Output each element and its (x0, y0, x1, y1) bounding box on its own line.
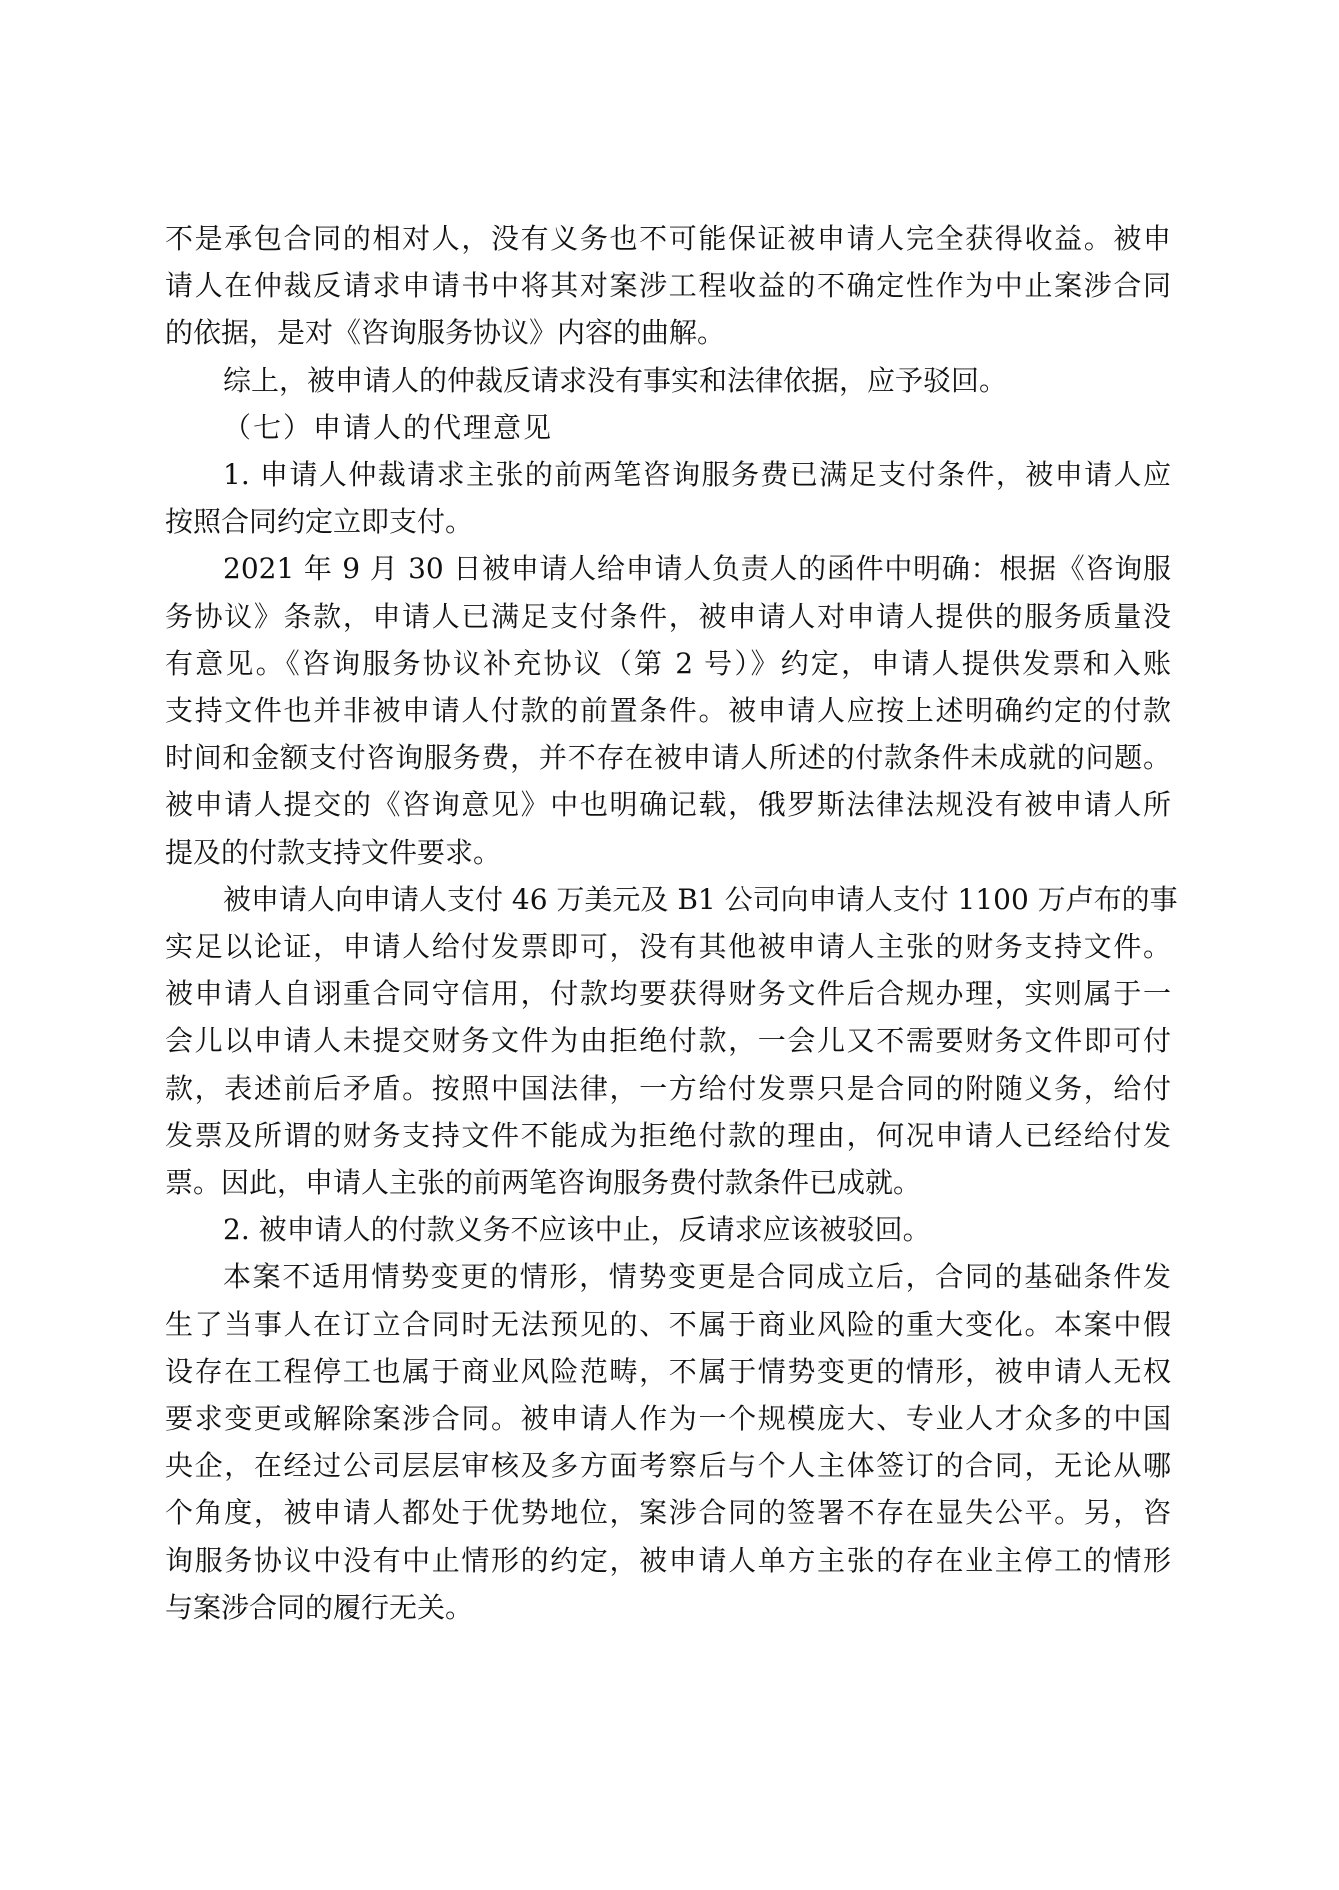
text-line: 与案涉合同的履行无关。 (165, 1590, 474, 1624)
text-line: 生了当事人在订立合同时无法预见的、不属于商业风险的重大变化。本案中假 (165, 1307, 1171, 1341)
text-line: 被申请人自诩重合同守信用，付款均要获得财务文件后合规办理，实则属于一 (165, 977, 1171, 1011)
paragraph (165, 545, 1171, 875)
text-line: 2021 年 9 月 30 日被申请人给申请人负责人的函件中明确：根据《咨询服 (223, 552, 1171, 586)
text-line: 提及的付款支持文件要求。 (165, 835, 502, 869)
text-line: 有意见。《咨询服务协议补充协议（第 2 号）》约定，申请人提供发票和入账 (165, 646, 1171, 680)
paragraph (165, 1253, 1171, 1631)
text-line: 本案不适用情势变更的情形，情势变更是合同成立后，合同的基础条件发 (223, 1260, 1171, 1294)
text-line: 请人在仲裁反请求申请书中将其对案涉工程收益的不确定性作为中止案涉合同 (165, 269, 1171, 303)
text-line: 的依据，是对《咨询服务协议》内容的曲解。 (165, 316, 726, 350)
text-line: 个角度，被申请人都处于优势地位，案涉合同的签署不存在显失公平。另，咨 (165, 1496, 1171, 1530)
text-line: 票。因此，申请人主张的前两笔咨询服务费付款条件已成就。 (165, 1166, 922, 1200)
text-line: 实足以论证，申请人给付发票即可，没有其他被申请人主张的财务支持文件。 (165, 930, 1171, 964)
paragraph (165, 357, 1171, 404)
text-line: 综上，被申请人的仲裁反请求没有事实和法律依据，应予驳回。 (223, 363, 1008, 397)
text-line: 会儿以申请人未提交财务文件为由拒绝付款，一会儿又不需要财务文件即可付 (165, 1024, 1171, 1058)
heading-text: （七）申请人的代理意见 (223, 410, 554, 444)
text-line: 不是承包合同的相对人，没有义务也不可能保证被申请人完全获得收益。被申 (165, 222, 1171, 255)
paragraph (165, 451, 1171, 545)
paragraph (165, 876, 1178, 1206)
text-line: 询服务协议中没有中止情形的约定，被申请人单方主张的存在业主停工的情形 (165, 1543, 1171, 1577)
text-line: 被申请人向申请人支付 46 万美元及 B1 公司向申请人支付 1100 万卢布的事 (223, 882, 1178, 916)
paragraph (165, 1206, 1171, 1253)
text-line: 按照合同约定立即支付。 (165, 505, 474, 539)
text-line: 2. 被申请人的付款义务不应该中止，反请求应该被驳回。 (223, 1213, 931, 1247)
text-line: 时间和金额支付咨询服务费，并不存在被申请人所述的付款条件未成就的问题。 (165, 741, 1171, 775)
text-line: 设存在工程停工也属于商业风险范畴，不属于情势变更的情形，被申请人无权 (165, 1354, 1171, 1388)
text-line: 款，表述前后矛盾。按照中国法律，一方给付发票只是合同的附随义务，给付 (165, 1071, 1171, 1105)
text-line: 发票及所谓的财务支持文件不能成为拒绝付款的理由，何况申请人已经给付发 (165, 1118, 1171, 1152)
document-page (165, 215, 1178, 1631)
section-heading (165, 404, 1171, 451)
text-line: 要求变更或解除案涉合同。被申请人作为一个规模庞大、专业人才众多的中国 (165, 1402, 1171, 1436)
text-line: 务协议》条款，申请人已满足支付条件，被申请人对申请人提供的服务质量没 (165, 599, 1171, 633)
text-line: 1. 申请人仲裁请求主张的前两笔咨询服务费已满足支付条件，被申请人应 (223, 458, 1171, 492)
paragraph (165, 215, 1171, 357)
text-line: 央企，在经过公司层层审核及多方面考察后与个人主体签订的合同，无论从哪 (165, 1449, 1171, 1483)
text-line: 被申请人提交的《咨询意见》中也明确记载，俄罗斯法律法规没有被申请人所 (165, 788, 1171, 822)
text-line: 支持文件也并非被申请人付款的前置条件。被申请人应按上述明确约定的付款 (165, 694, 1171, 728)
